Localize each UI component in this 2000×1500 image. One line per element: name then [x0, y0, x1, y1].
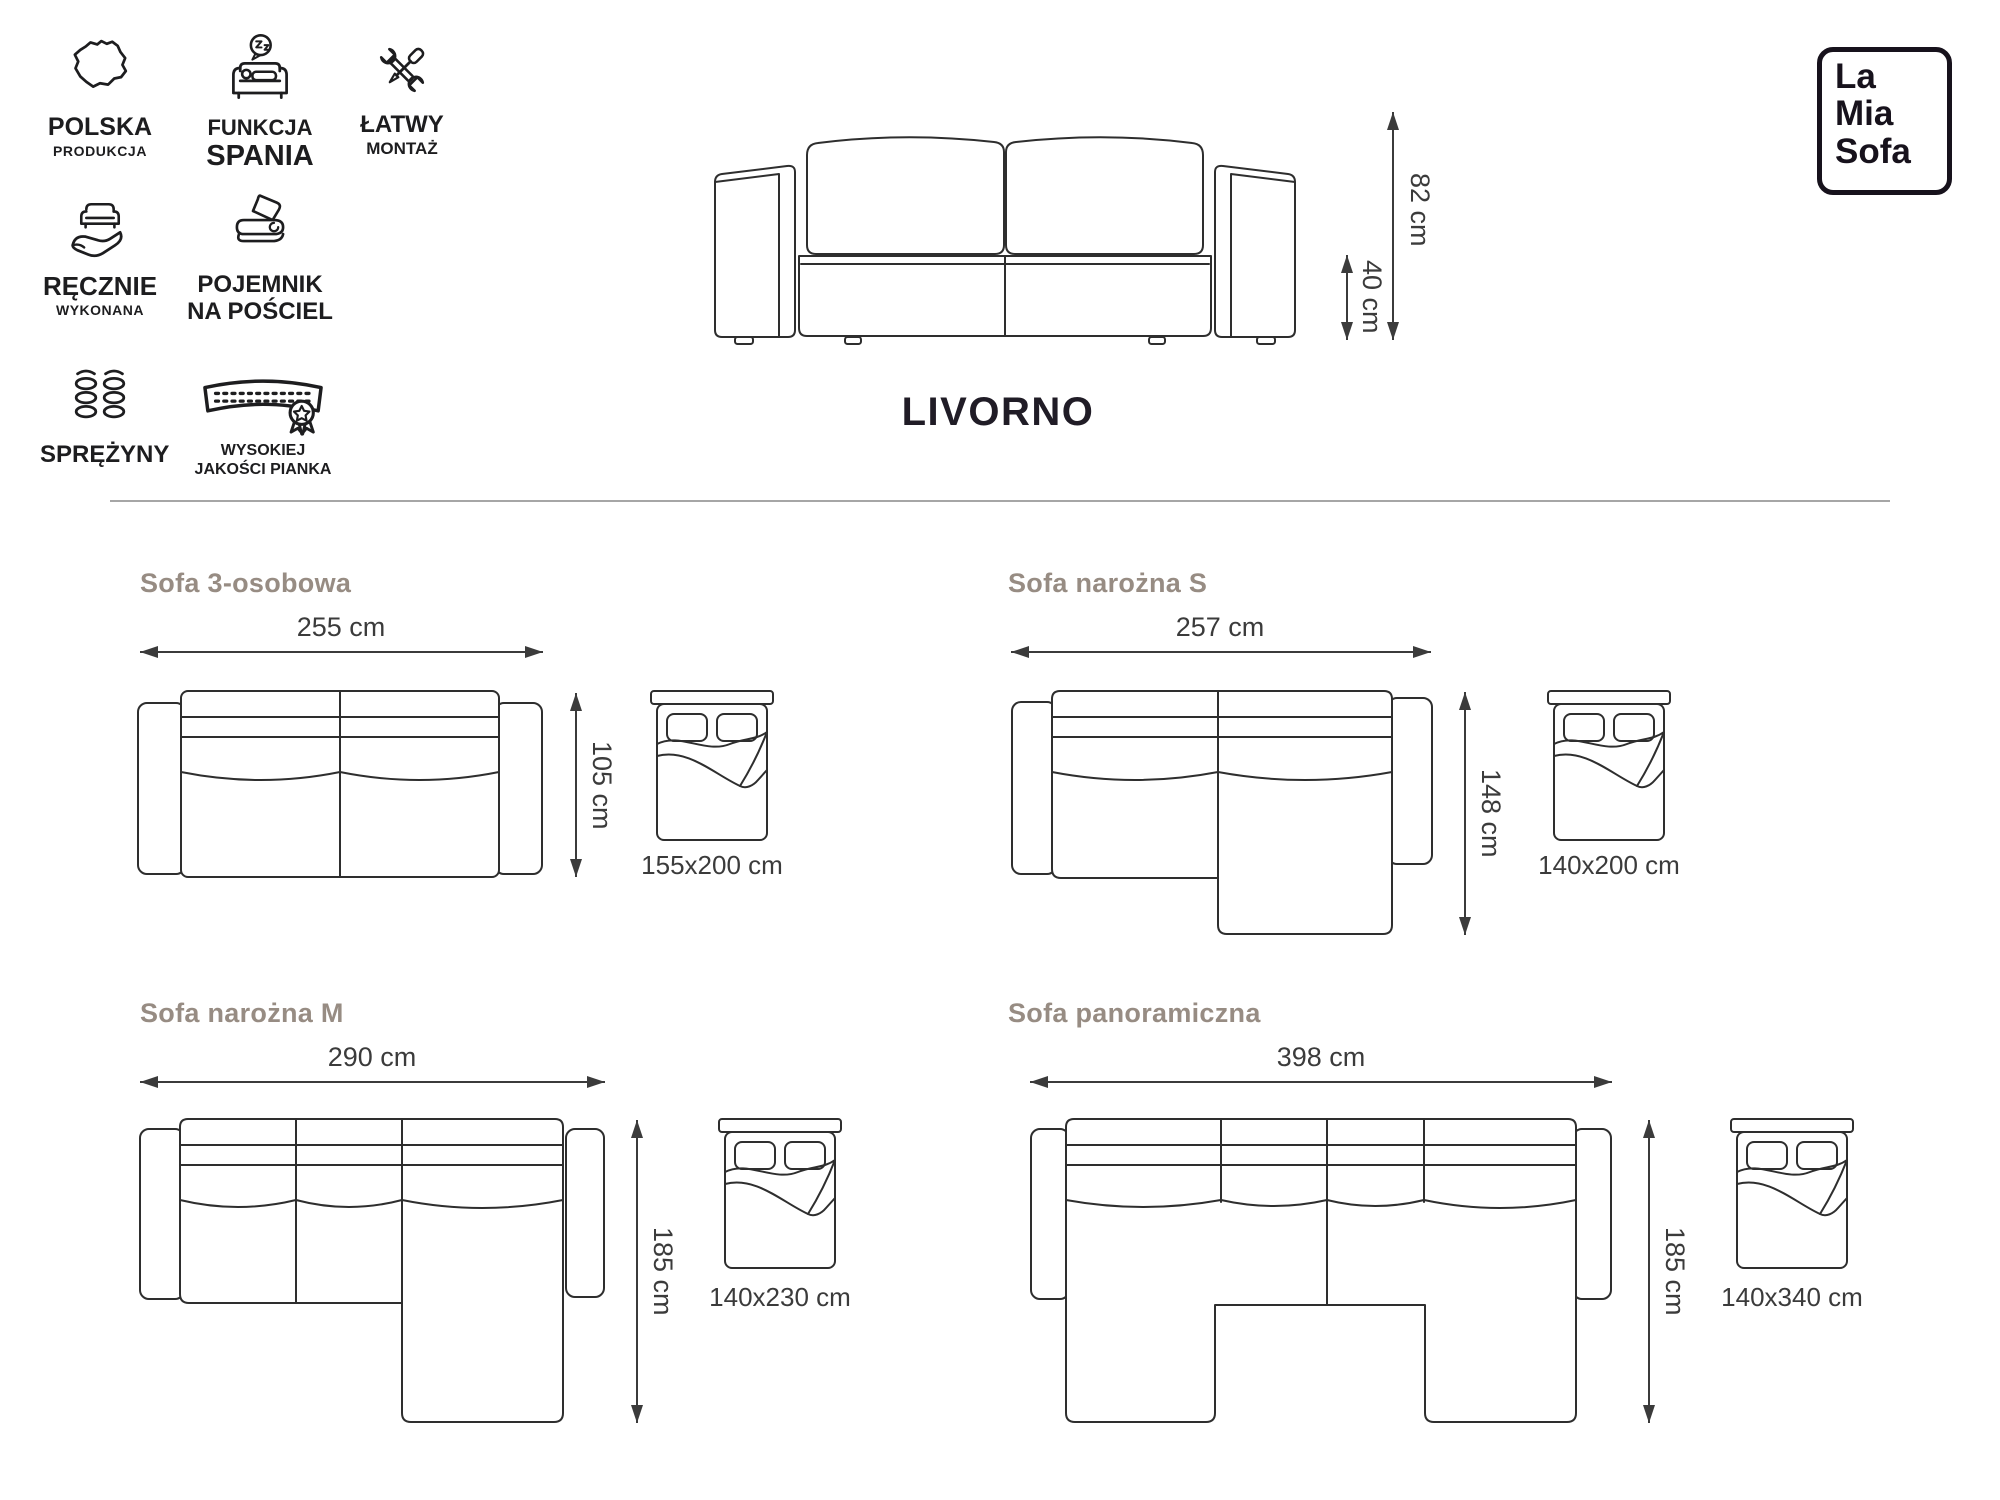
- depth-dimension-label: 185 cm: [648, 1227, 678, 1316]
- depth-dimension-label: 148 cm: [1476, 769, 1506, 858]
- depth-dimension-arrow: [636, 1120, 638, 1423]
- feature-sublabel: SPANIA: [206, 139, 314, 172]
- overall-height-label: 82 cm: [1405, 173, 1435, 247]
- variant-heading: Sofa narożna S: [1008, 568, 1208, 598]
- easy-assembly-icon: [346, 38, 458, 102]
- page-title: LIVORNO: [901, 390, 1095, 434]
- feature-polska-produkcja: [38, 36, 162, 159]
- depth-dimension-arrow: [575, 693, 577, 877]
- variant-heading: Sofa narożna M: [140, 998, 344, 1028]
- bed-size-label: 140x340 cm: [1721, 1282, 1863, 1312]
- depth-dimension-arrow: [1464, 692, 1466, 935]
- bed-size-icon: [718, 1118, 842, 1270]
- bedding-storage-icon: [182, 186, 338, 264]
- feature-sublabel: JAKOŚCI PIANKA: [194, 461, 332, 479]
- seat-height-label: 40 cm: [1357, 260, 1387, 334]
- feature-label: SPRĘŻYNY: [40, 441, 170, 468]
- springs-icon: [40, 366, 160, 432]
- bed-size-label: 140x230 cm: [709, 1282, 851, 1312]
- width-dimension-arrow: [1011, 651, 1431, 653]
- bed-size-label: 155x200 cm: [641, 850, 783, 880]
- foam-quality-icon: [178, 376, 348, 436]
- feature-label: RĘCZNIE: [42, 271, 158, 301]
- width-dimension-arrow: [140, 651, 543, 653]
- bed-size-icon: [650, 690, 774, 842]
- sofa-top-view-3-osobowa: [137, 690, 543, 880]
- feature-label: ŁATWY: [360, 111, 444, 138]
- variant-heading: Sofa 3-osobowa: [140, 568, 352, 598]
- sleep-function-icon: [194, 32, 326, 110]
- width-dimension-label: 255 cm: [296, 612, 386, 642]
- handmade-icon: [36, 192, 164, 264]
- width-dimension-arrow: [140, 1081, 605, 1083]
- feature-label: POJEMNIK: [197, 271, 323, 298]
- sofa-top-view-narozna-s: [1011, 690, 1433, 936]
- depth-dimension-label: 105 cm: [587, 740, 617, 830]
- feature-label: FUNKCJA: [207, 115, 313, 140]
- feature-label: POLSKA: [47, 113, 153, 141]
- sofa-top-view-narozna-m: [139, 1118, 605, 1424]
- brand-logo-line: Mia: [1835, 94, 1894, 134]
- feature-sublabel: WYKONANA: [56, 302, 144, 319]
- width-dimension-label: 398 cm: [1276, 1042, 1366, 1072]
- overall-height-arrow: [1392, 112, 1394, 340]
- sofa-top-view-panoramiczna: [1030, 1118, 1612, 1424]
- bed-size-icon: [1730, 1118, 1854, 1270]
- depth-dimension-arrow: [1648, 1120, 1650, 1423]
- feature-sublabel: PRODUKCJA: [52, 143, 148, 159]
- brand-logo: [1817, 47, 1952, 195]
- variant-heading: Sofa panoramiczna: [1008, 998, 1261, 1028]
- sofa-front-view: [705, 85, 1305, 347]
- brand-logo-line: Sofa: [1835, 131, 1911, 171]
- seat-height-arrow: [1346, 255, 1348, 340]
- width-dimension-label: 290 cm: [327, 1042, 417, 1072]
- section-divider: [110, 500, 1890, 502]
- width-dimension-arrow: [1030, 1081, 1612, 1083]
- feature-sublabel: MONTAŻ: [366, 138, 438, 158]
- feature-recznie-wykonana: [36, 192, 164, 318]
- feature-pojemnik-na-posciel: [182, 186, 338, 325]
- feature-funkcja-spania: [194, 32, 326, 172]
- poland-map-icon: [38, 36, 162, 106]
- brand-logo-line: La: [1835, 57, 1876, 96]
- feature-latwy-montaz: [346, 38, 458, 158]
- depth-dimension-label: 185 cm: [1660, 1227, 1690, 1316]
- feature-sprezyny: [40, 366, 170, 468]
- bed-size-label: 140x200 cm: [1538, 850, 1680, 880]
- feature-sublabel: NA POŚCIEL: [187, 297, 333, 325]
- feature-wysokiej-jakosci-pianka: [178, 376, 348, 479]
- bed-size-icon: [1547, 690, 1671, 842]
- width-dimension-label: 257 cm: [1175, 612, 1265, 642]
- feature-label: WYSOKIEJ: [220, 442, 306, 459]
